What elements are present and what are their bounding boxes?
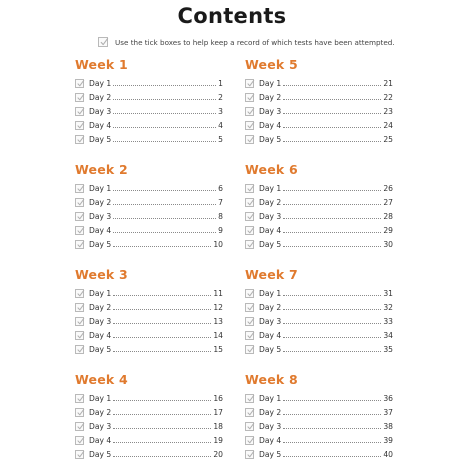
day-label: Day 3 [89,212,112,221]
page-number: 31 [383,289,393,298]
tick-checkbox-icon[interactable] [245,317,254,326]
day-label: Day 5 [89,345,112,354]
page-number: 27 [383,198,393,207]
contents-row [75,341,223,355]
page-number: 34 [383,331,393,340]
dotted-leader [113,189,216,191]
tick-checkbox-icon[interactable] [75,408,84,417]
page-number: 6 [218,184,223,193]
week-section [245,162,393,250]
day-label: Day 5 [259,450,282,459]
day-label: Day 1 [259,79,282,88]
page-number: 2 [218,93,223,102]
day-label: Day 4 [89,436,112,445]
page-number: 21 [383,79,393,88]
tick-checkbox-icon[interactable] [75,345,84,354]
dotted-leader [283,217,381,219]
dotted-leader [283,294,381,296]
tick-checkbox-icon[interactable] [245,345,254,354]
dotted-leader [283,336,381,338]
page-number: 13 [213,317,223,326]
tick-checkbox-icon[interactable] [245,93,254,102]
day-label: Day 3 [259,212,282,221]
dotted-leader [113,427,211,429]
page-number: 29 [383,226,393,235]
dotted-leader [283,112,381,114]
dotted-leader [283,98,381,100]
week-heading: Week 8 [245,372,298,387]
day-label: Day 5 [89,450,112,459]
dotted-leader [113,336,211,338]
page-number: 1 [218,79,223,88]
contents-row [75,75,223,89]
tick-checkbox-icon[interactable] [75,450,84,459]
day-label: Day 1 [259,289,282,298]
day-label: Day 4 [259,121,282,130]
page-number: 37 [383,408,393,417]
day-label: Day 3 [259,422,282,431]
tick-checkbox-icon[interactable] [75,107,84,116]
page-number: 9 [218,226,223,235]
week-section [75,267,223,355]
page-number: 38 [383,422,393,431]
day-label: Day 3 [89,422,112,431]
contents-row [75,404,223,418]
dotted-leader [283,322,381,324]
week-heading: Week 3 [75,267,128,282]
week-section [245,372,393,460]
contents-row [75,89,223,103]
day-label: Day 4 [259,436,282,445]
page-number: 40 [383,450,393,459]
page-number: 22 [383,93,393,102]
tick-checkbox-icon[interactable] [75,303,84,312]
contents-row [245,117,393,131]
page-number: 7 [218,198,223,207]
contents-row [245,75,393,89]
dotted-leader [113,308,211,310]
contents-row [245,222,393,236]
dotted-leader [113,126,216,128]
page-number: 30 [383,240,393,249]
instruction-text: Use the tick boxes to help keep a record of which tests have been attempted. [115,37,395,47]
day-label: Day 3 [259,317,282,326]
dotted-leader [283,126,381,128]
day-label: Day 2 [89,408,112,417]
page-number: 20 [213,450,223,459]
week-heading: Week 2 [75,162,128,177]
contents-row [245,103,393,117]
tick-checkbox-icon [98,37,108,47]
page-number: 4 [218,121,223,130]
page-number: 39 [383,436,393,445]
day-label: Day 1 [89,79,112,88]
contents-row [245,89,393,103]
page-number: 18 [213,422,223,431]
day-label: Day 3 [259,107,282,116]
page-number: 26 [383,184,393,193]
contents-row [75,222,223,236]
dotted-leader [283,140,381,142]
tick-checkbox-icon[interactable] [245,331,254,340]
dotted-leader [283,189,381,191]
contents-row [75,299,223,313]
week-section [75,57,223,145]
page-number: 24 [383,121,393,130]
tick-checkbox-icon[interactable] [245,408,254,417]
tick-checkbox-icon[interactable] [75,436,84,445]
dotted-leader [283,203,381,205]
contents-row [75,285,223,299]
page-number: 23 [383,107,393,116]
tick-checkbox-icon[interactable] [245,121,254,130]
dotted-leader [283,413,381,415]
tick-checkbox-icon[interactable] [245,394,254,403]
page-number: 8 [218,212,223,221]
day-label: Day 4 [89,331,112,340]
page-number: 19 [213,436,223,445]
tick-checkbox-icon[interactable] [75,317,84,326]
day-label: Day 5 [259,135,282,144]
contents-row [75,180,223,194]
contents-row [245,327,393,341]
dotted-leader [113,140,216,142]
dotted-leader [113,231,216,233]
page-number: 14 [213,331,223,340]
tick-checkbox-icon[interactable] [75,184,84,193]
page-number: 16 [213,394,223,403]
contents-row [75,418,223,432]
tick-checkbox-icon[interactable] [75,135,84,144]
contents-row [75,432,223,446]
contents-row [75,131,223,145]
dotted-leader [113,413,211,415]
tick-checkbox-icon[interactable] [245,184,254,193]
dotted-leader [113,441,211,443]
tick-checkbox-icon[interactable] [75,198,84,207]
tick-checkbox-icon[interactable] [245,198,254,207]
week-section [75,372,223,460]
day-label: Day 4 [259,226,282,235]
day-label: Day 2 [259,303,282,312]
dotted-leader [113,294,211,296]
contents-row [245,299,393,313]
tick-checkbox-icon[interactable] [245,422,254,431]
tick-checkbox-icon[interactable] [75,289,84,298]
page-number: 25 [383,135,393,144]
page-number: 5 [218,135,223,144]
tick-checkbox-icon[interactable] [75,212,84,221]
contents-row [245,131,393,145]
day-label: Day 1 [89,184,112,193]
tick-checkbox-icon[interactable] [245,79,254,88]
week-heading: Week 1 [75,57,128,72]
contents-row [75,236,223,250]
dotted-leader [283,350,381,352]
week-section [245,57,393,145]
contents-row [75,208,223,222]
dotted-leader [113,455,211,457]
instruction-line [98,37,395,47]
contents-row [245,341,393,355]
page-number: 35 [383,345,393,354]
contents-row [245,236,393,250]
tick-checkbox-icon[interactable] [245,135,254,144]
page-number: 12 [213,303,223,312]
day-label: Day 3 [89,317,112,326]
day-label: Day 1 [259,184,282,193]
day-label: Day 4 [89,121,112,130]
day-label: Day 1 [259,394,282,403]
day-label: Day 5 [89,240,112,249]
contents-row [245,208,393,222]
tick-checkbox-icon[interactable] [75,394,84,403]
contents-row [245,313,393,327]
contents-row [75,103,223,117]
dotted-leader [113,217,216,219]
day-label: Day 5 [259,345,282,354]
day-label: Day 2 [89,303,112,312]
contents-row [245,446,393,460]
day-label: Day 5 [89,135,112,144]
day-label: Day 2 [259,93,282,102]
page-number: 10 [213,240,223,249]
contents-row [245,404,393,418]
day-label: Day 2 [259,408,282,417]
page-number: 15 [213,345,223,354]
dotted-leader [113,350,211,352]
tick-checkbox-icon[interactable] [245,107,254,116]
page-number: 33 [383,317,393,326]
day-label: Day 4 [259,331,282,340]
dotted-leader [113,98,216,100]
week-heading: Week 5 [245,57,298,72]
week-heading: Week 4 [75,372,128,387]
contents-row [245,418,393,432]
tick-checkbox-icon[interactable] [245,289,254,298]
page-number: 32 [383,303,393,312]
day-label: Day 2 [89,93,112,102]
week-section [245,267,393,355]
tick-checkbox-icon[interactable] [75,79,84,88]
week-heading: Week 7 [245,267,298,282]
page-number: 36 [383,394,393,403]
dotted-leader [283,441,381,443]
day-label: Day 4 [89,226,112,235]
dotted-leader [113,203,216,205]
day-label: Day 1 [89,289,112,298]
tick-checkbox-icon[interactable] [75,331,84,340]
dotted-leader [113,399,211,401]
week-heading: Week 6 [245,162,298,177]
contents-row [75,390,223,404]
tick-checkbox-icon[interactable] [245,450,254,459]
day-label: Day 1 [89,394,112,403]
contents-row [245,432,393,446]
dotted-leader [283,455,381,457]
contents-row [75,117,223,131]
tick-checkbox-icon[interactable] [245,212,254,221]
contents-row [75,313,223,327]
contents-row [245,390,393,404]
dotted-leader [113,84,216,86]
tick-checkbox-icon[interactable] [75,226,84,235]
contents-row [75,446,223,460]
page-number: 28 [383,212,393,221]
tick-checkbox-icon[interactable] [245,226,254,235]
page-number: 3 [218,107,223,116]
dotted-leader [283,427,381,429]
contents-row [245,285,393,299]
day-label: Day 2 [259,198,282,207]
day-label: Day 2 [89,198,112,207]
tick-checkbox-icon[interactable] [75,93,84,102]
dotted-leader [283,231,381,233]
contents-row [245,194,393,208]
page-number: 17 [213,408,223,417]
dotted-leader [283,245,381,247]
tick-checkbox-icon[interactable] [75,422,84,431]
contents-row [75,327,223,341]
dotted-leader [283,84,381,86]
page-number: 11 [213,289,223,298]
contents-row [75,194,223,208]
dotted-leader [113,245,211,247]
page-title: Contents [177,4,287,28]
tick-checkbox-icon[interactable] [245,303,254,312]
contents-row [245,180,393,194]
day-label: Day 3 [89,107,112,116]
tick-checkbox-icon[interactable] [75,240,84,249]
dotted-leader [113,112,216,114]
dotted-leader [283,308,381,310]
week-section [75,162,223,250]
tick-checkbox-icon[interactable] [245,436,254,445]
dotted-leader [113,322,211,324]
tick-checkbox-icon[interactable] [75,121,84,130]
dotted-leader [283,399,381,401]
tick-checkbox-icon[interactable] [245,240,254,249]
day-label: Day 5 [259,240,282,249]
